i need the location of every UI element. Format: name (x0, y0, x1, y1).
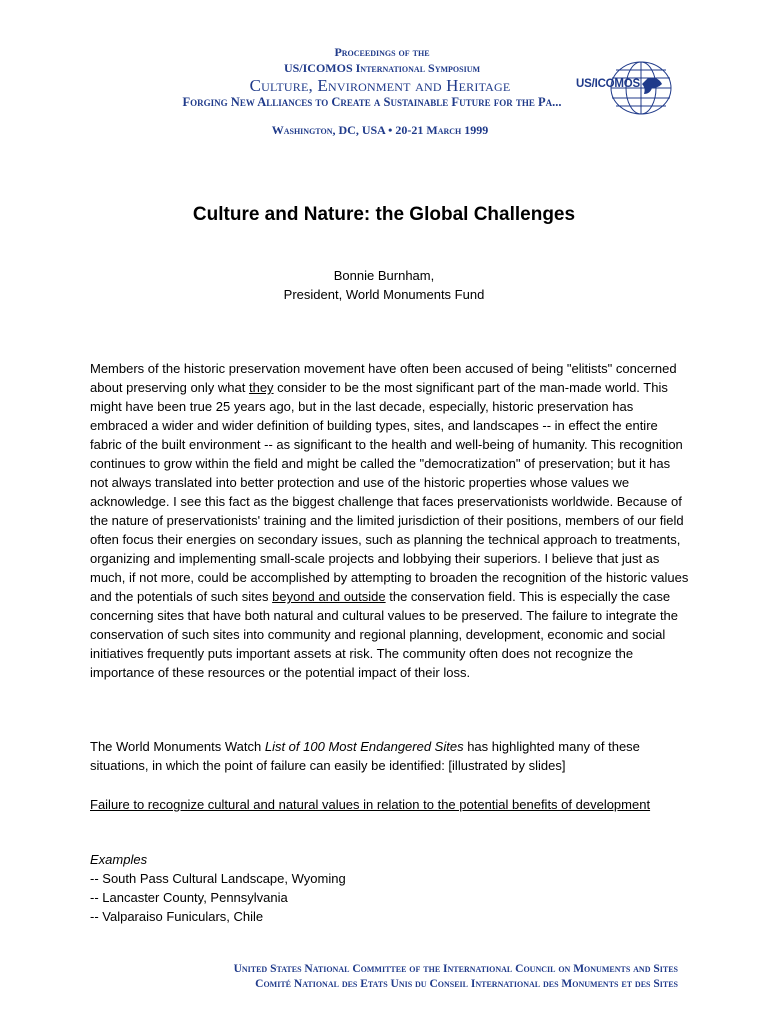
proceedings-line: Proceedings of the (334, 45, 430, 59)
list-item: -- Lancaster County, Pennsylvania (90, 890, 288, 905)
paragraph-intro: Members of the historic preservation movement have often been accused of being "elitists" concerned about preserving only what they consider to be the most significant part of the man-made world. This might have been true 25 years ago, but in the last decade, especially, historic preservation has embraced a wider and wider definition of building types, sites, and landscapes -- in effect the entire fabric of the built environment -- as significant to the health and well-being of humanity. This recognition continues to grow within the field and might be called the "democratization" of preservation; but it has not always translated into better protection and use of the historic properties whose values we acknowledge. I see this fact as the biggest challenge that faces preservationists worldwide. Because of the nature of preservationists' training and the limited jurisdiction of their positions, members of our field often focus their energies on secondary issues, such as planning the technical approach to treatments, organizing and implementing small-scale projects and lobbying their superiors. I believe that just as much, if not more, could be accomplished by attempting to broaden the recognition of the historic values and the potentials of such sites beyond and outside the conservation field. This is especially the case concerning sites that have both natural and cultural values to be preserved. The failure to integrate the conservation of such sites into community and regional planning, development, economic and social initiatives frequently puts important assets at risk. The community often does not recognize the importance of these resources or the potential impact of their loss. (90, 361, 689, 680)
footer-line-french: Comité National des Etats Unis du Conseil International des Monuments et des Sites (255, 978, 678, 990)
globe-icon (576, 60, 696, 120)
author-name: Bonnie Burnham, (333, 268, 435, 283)
symposium-subtitle: Forging New Alliances to Create a Sustainable Future for the Pa... (182, 95, 562, 109)
examples-label: Examples (90, 852, 148, 867)
section-heading: Failure to recognize cultural and natural values in relation to the potential benefits of development (90, 797, 651, 812)
logo-text: US/ICOMOS (576, 78, 641, 90)
list-item: -- South Pass Cultural Landscape, Wyoming (90, 871, 346, 886)
emphasis-beyond-outside: beyond and outside (272, 589, 386, 604)
location-date-line: Washington, DC, USA • 20-21 March 1999 (271, 123, 489, 137)
paper-title: Culture and Nature: the Global Challenges (192, 204, 576, 225)
symposium-title: Culture, Environment and Heritage (249, 76, 511, 95)
author-affiliation: President, World Monuments Fund (283, 287, 485, 302)
emphasis-they: they (248, 380, 274, 395)
footer-line-english: United States National Committee of the International Council on Monuments and Sites (233, 963, 678, 975)
symposium-line: US/ICOMOS International Symposium (283, 61, 481, 75)
paragraph-watch: The World Monuments Watch List of 100 Most Endangered Sites has highlighted many of these situations, in which the point of failure can easily be identified: [illustrated by slides] (90, 739, 640, 773)
list-item: -- Valparaiso Funiculars, Chile (90, 909, 264, 924)
usicomos-logo (576, 60, 696, 120)
list-title: List of 100 Most Endangered Sites (264, 739, 464, 754)
examples-list (90, 850, 690, 926)
